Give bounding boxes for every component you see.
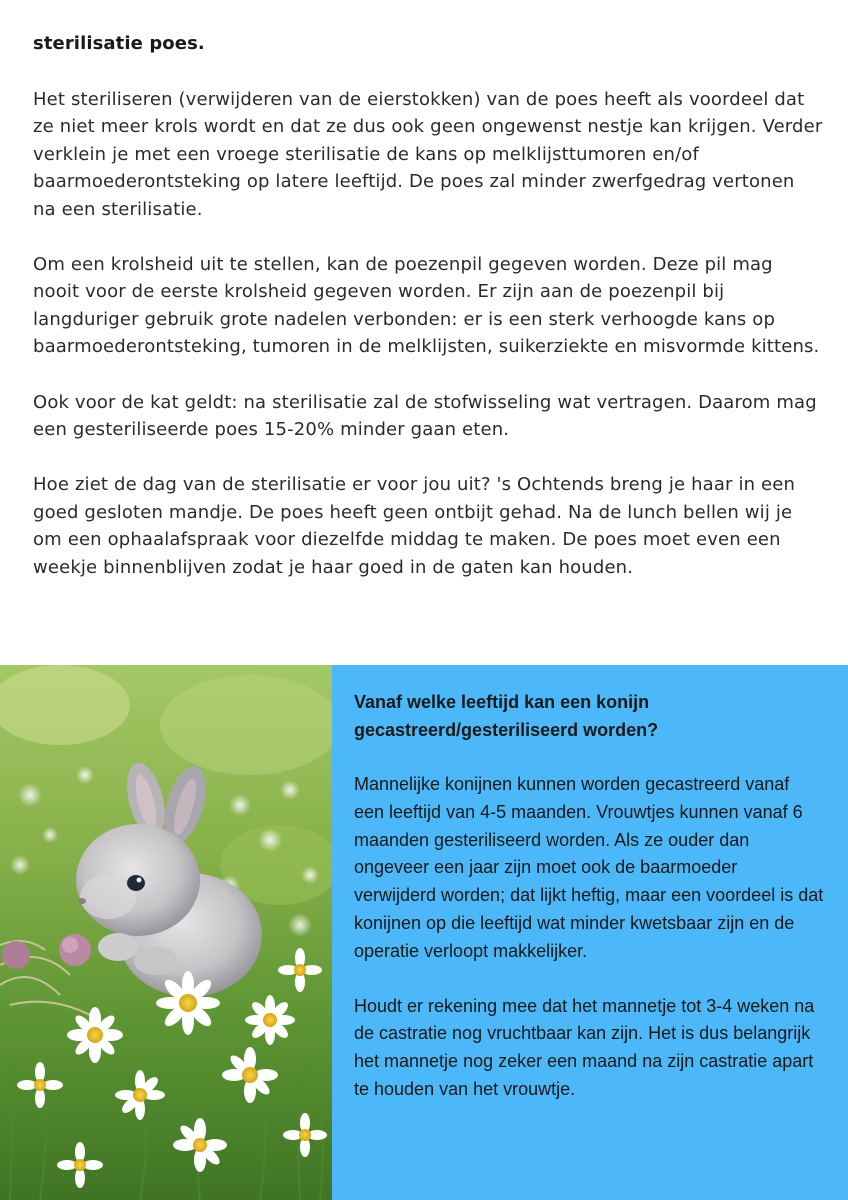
- info-box: [332, 665, 848, 1200]
- rabbit-photo: [0, 665, 332, 1200]
- article-heading: sterilisatie poes.: [33, 33, 205, 54]
- rabbit-section: [0, 665, 848, 1200]
- article-paragraph: Om een krolsheid uit te stellen, kan de poezenpil gegeven worden. Deze pil mag nooit voor de eerste krolsheid gegeven worden. Er zijn aan de poezenpil bij langduriger gebruik grote nadelen verbonden: er is een sterk verhoogde kans op baarmoederontsteking, tumoren in de melklijsten, suikerziekte en misvormde kittens.: [33, 254, 820, 358]
- info-box-content: [354, 689, 824, 1104]
- article-section: [33, 30, 823, 581]
- info-box-paragraph: Mannelijke konijnen kunnen worden gecastreerd vanaf een leeftijd van 4-5 maanden. Vrouwtjes kunnen vanaf 6 maanden gesteriliseerd worden. Als ze ouder dan ongeveer een jaar zijn moet ook de baarmoeder verwijderd worden; dat lijkt heftig, maar een voordeel is dat konijnen op die leeftijd wat minder kwetsbaar zijn en de operatie verloopt makkelijker.: [354, 774, 824, 961]
- article-paragraph: Het steriliseren (verwijderen van de eierstokken) van de poes heeft als voordeel dat ze niet meer krols wordt en dat ze dus ook geen ongewenst nestje kan krijgen. Verder verklein je met een vroege sterilisatie de kans op melklijsttumoren en/of baarmoederontsteking op latere leeftijd. De poes zal minder zwerfgedrag vertonen na een sterilisatie.: [33, 89, 823, 220]
- article-paragraph: Hoe ziet de dag van de sterilisatie er voor jou uit? 's Ochtends breng je haar in een goed gesloten mandje. De poes heeft geen ontbijt gehad. Na de lunch bellen wij je om een ophaalafspraak voor diezelfde middag te maken. De poes moet even een weekje binnenblijven zodat je haar goed in de gaten kan houden.: [33, 474, 796, 578]
- info-box-paragraph: Houdt er rekening mee dat het mannetje tot 3-4 weken na de castratie nog vruchtbaar kan zijn. Het is dus belangrijk het mannetje nog zeker een maand na zijn castratie apart te houden van het vrouwtje.: [354, 995, 815, 1099]
- article-paragraph: Ook voor de kat geldt: na sterilisatie zal de stofwisseling wat vertragen. Daarom mag een gesteriliseerde poes 15-20% minder gaan eten.: [33, 391, 817, 441]
- info-box-heading: Vanaf welke leeftijd kan een konijn gecastreerd/gesteriliseerd worden?: [354, 692, 659, 740]
